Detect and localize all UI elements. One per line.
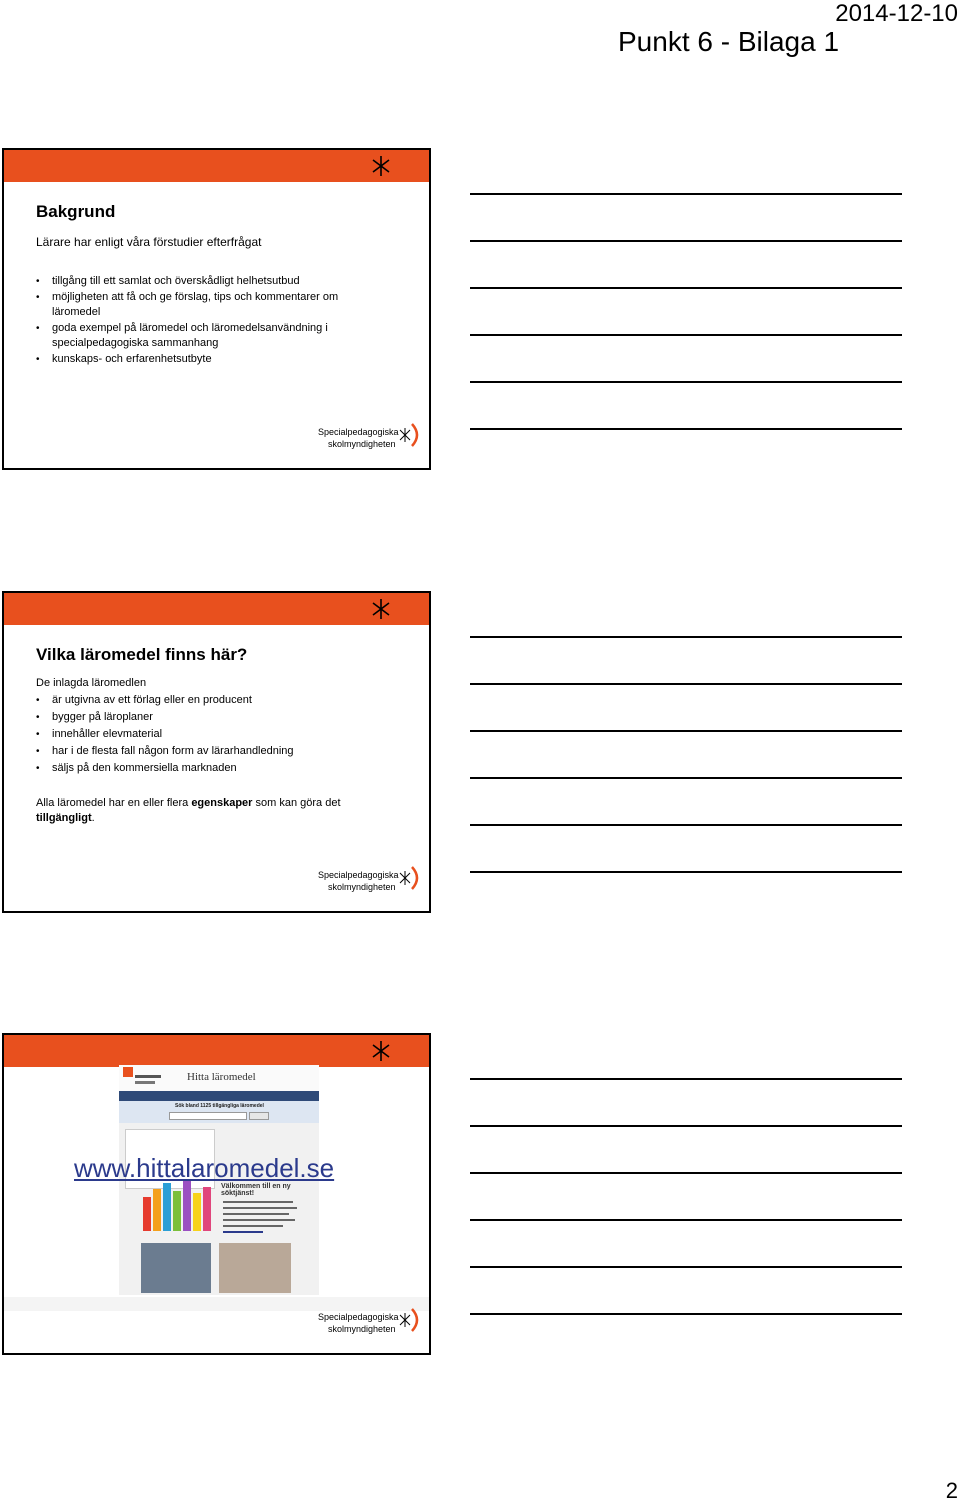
site-title: Hitta läromedel xyxy=(187,1071,256,1083)
bullet-list xyxy=(36,692,396,777)
list-item: • har i de flesta fall någon form av lärarhandledning xyxy=(36,743,396,760)
slide-closing: Alla läromedel har en eller flera egenskaper som kan göra det tillgängligt. xyxy=(36,797,341,824)
site-search-heading: Sök bland 1125 tillgängliga läromedel xyxy=(175,1103,264,1109)
header-title: Punkt 6 - Bilaga 1 xyxy=(618,26,840,57)
site-photo-classroom xyxy=(219,1243,291,1293)
site-search-button xyxy=(249,1112,269,1120)
site-logo-icon xyxy=(123,1067,163,1091)
slide-1 xyxy=(2,148,431,470)
bullet-list xyxy=(36,274,376,367)
list-item: • bygger på läroplaner xyxy=(36,709,396,726)
list-item: • innehåller elevmaterial xyxy=(36,726,396,743)
site-welcome-heading: Välkommen till en ny söktjänst! xyxy=(221,1183,291,1197)
site-welcome-text-block xyxy=(223,1199,303,1239)
slide-intro: De inlagda läromedlen xyxy=(36,677,147,689)
page-number: 2 xyxy=(945,1478,958,1503)
slide-title: Vilka läromedel finns här? xyxy=(36,645,248,664)
logo-text-line1: Specialpedagogiska xyxy=(318,870,399,880)
star-mark-icon xyxy=(365,1035,425,1067)
notes-lines xyxy=(470,1078,902,1360)
logo-text-line2: skolmyndigheten xyxy=(328,439,396,449)
colorful-hands-image xyxy=(139,1177,219,1233)
site-header xyxy=(119,1065,319,1091)
star-mark-icon xyxy=(365,150,425,182)
site-search-input xyxy=(169,1112,247,1120)
site-nav xyxy=(119,1091,319,1101)
notes-lines xyxy=(470,636,902,918)
list-item: • möjligheten att få och ge förslag, tips och kommentarer om läromedel xyxy=(36,290,376,321)
website-link[interactable]: www.hittalaromedel.se xyxy=(74,1153,335,1183)
list-item: • tillgång till ett samlat och överskådligt helhetsutbud xyxy=(36,274,376,290)
list-item: • är utgivna av ett förlag eller en producent xyxy=(36,692,396,709)
star-mark-icon xyxy=(365,593,425,625)
site-photo-tablet xyxy=(141,1243,211,1293)
slide-2 xyxy=(2,591,431,913)
logo-text-line1: Specialpedagogiska xyxy=(318,427,399,437)
agency-logo xyxy=(316,1305,420,1339)
list-item: • goda exempel på läromedel och läromedelsanvändning i specialpedagogiska sammanhang xyxy=(36,321,376,352)
header-date: 2014-12-10 xyxy=(835,0,958,27)
slide-title: Bakgrund xyxy=(36,202,116,221)
agency-logo xyxy=(316,420,420,454)
logo-text-line2: skolmyndigheten xyxy=(328,882,396,892)
logo-text-line1: Specialpedagogiska xyxy=(318,1312,399,1322)
notes-lines xyxy=(470,193,902,475)
site-search-area xyxy=(119,1101,319,1123)
agency-logo xyxy=(316,863,420,897)
logo-text-line2: skolmyndigheten xyxy=(328,1324,396,1334)
list-item: • säljs på den kommersiella marknaden xyxy=(36,760,396,777)
list-item: • kunskaps- och erfarenhetsutbyte xyxy=(36,352,376,368)
slide-intro: Lärare har enligt våra förstudier efterfrågat xyxy=(36,235,262,249)
slide-3 xyxy=(2,1033,431,1355)
